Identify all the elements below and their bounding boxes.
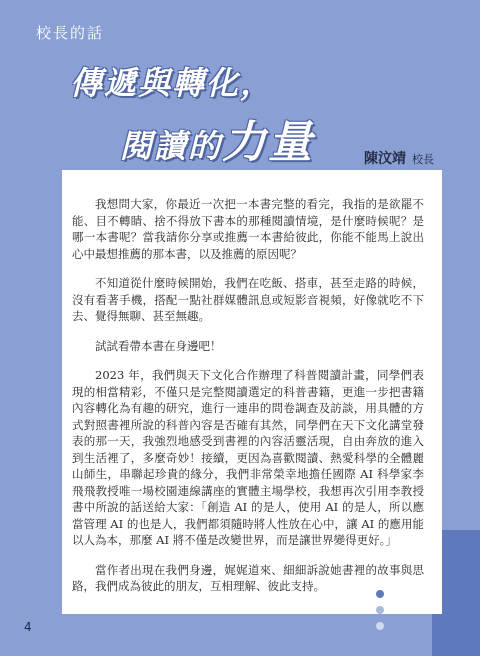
page-number: 4 xyxy=(24,620,32,634)
decorative-dot xyxy=(376,606,384,614)
author-byline xyxy=(364,148,434,168)
decorative-dot xyxy=(376,590,384,598)
paragraph: 不知道從什麼時候開始，我們在吃飯、搭車，甚至走路的時候，沒有看著手機，搭配一點社群媒體訊息或短影音視頻，好像就吃不下去、覺得無聊、甚至無趣。 xyxy=(72,276,424,323)
article-title-line-2-main: 閱讀的 xyxy=(120,127,223,165)
section-label: 校長的話 xyxy=(36,24,105,42)
paragraph: 當作者出現在我們身邊，娓娓道來、細細訴說她書裡的故事與思路，我們成為彼此的朋友，互相理解、彼此支持。 xyxy=(72,562,424,593)
paragraph: 2023 年，我們與天下文化合作辦理了科普閱讀計畫，同學們表現的相當精彩，不僅只是完整閱讀選定的科普書籍，更進一步把書籍內容轉化為有趣的研究，進行一連串的問卷調查及訪談，用具體的方式對照書裡所說的科普內容是否確有其然，同學們在天下文化講堂發表的那一天，我強烈地感受到書裡的內容活靈活現，自由奔放的進入到生活裡了，多麼奇妙！接續，更因為喜歡閱讀、熱愛科學的全體麗山師生，串聯起珍貴的緣分，我們非常榮幸地擔任國際 AI 科學家李飛飛教授唯一場校園連線講座的實體主場學校，我想再次引用李教授書中所說的話送給大家：「創造 AI 的是人，使用 AI 的是人，所以應當管理 AI 的也是人，我們都須隨時將人性放在心中，讓 AI 的應用能以人為本，那麼 AI 將不僅是改變世界，而是讓世界變得更好。」 xyxy=(72,368,424,547)
decorative-dot xyxy=(376,622,384,630)
decorative-dots xyxy=(376,590,384,638)
paragraph: 試試看帶本書在身邊吧！ xyxy=(95,338,222,353)
article-title-line-2 xyxy=(120,106,314,170)
author-name: 陳汶靖 xyxy=(364,151,406,167)
article-title-line-1: 傳遞與轉化， xyxy=(70,64,275,102)
article-title-line-2-emphasis: 力量 xyxy=(222,117,315,168)
paragraph: 我想問大家，你最近一次把一本書完整的看完，我指的是欲罷不能、目不轉睛、捨不得放下書本的那種閱讀情境，是什麼時候呢？是哪一本書呢？當我請你分享或推薦一本書給彼此，你能不能馬上說出心中最想推薦的那本書，以及推薦的原因呢？ xyxy=(72,197,424,261)
article-body xyxy=(72,196,424,608)
author-role: 校長 xyxy=(412,153,434,166)
